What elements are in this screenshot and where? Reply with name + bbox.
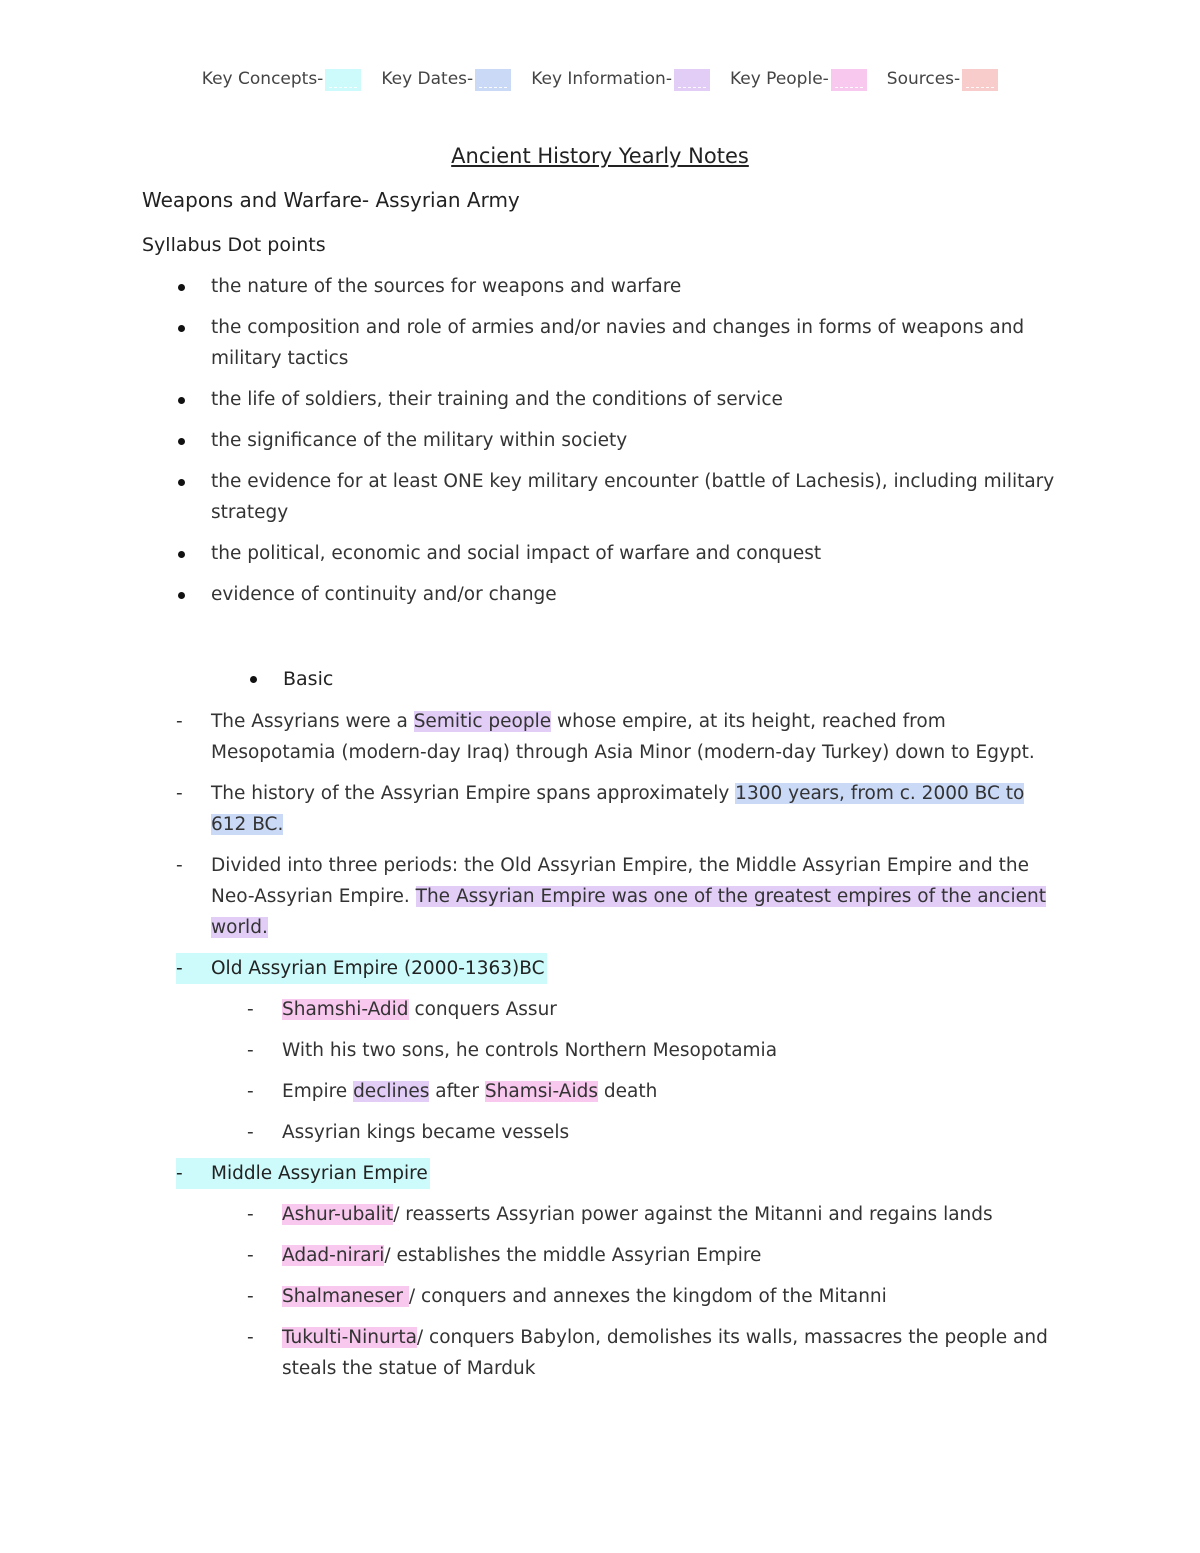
key-person-highlight: Shalmaneser xyxy=(282,1286,409,1307)
notes-list xyxy=(0,706,1200,1394)
key-information-highlight: Semitic people xyxy=(413,711,552,732)
dash-marker: - xyxy=(247,999,254,1020)
key-concept-highlight xyxy=(176,1158,430,1189)
key-person-highlight: Shamsi-Aids xyxy=(484,1081,598,1102)
note-item xyxy=(0,1281,1062,1312)
note-text: conquers Assur xyxy=(408,999,557,1020)
period-label: Old Assyrian Empire (2000-1363)BC xyxy=(211,958,545,979)
legend-key-dates xyxy=(381,68,511,90)
legend-key-people xyxy=(730,68,867,90)
note-text: / reasserts Assyrian power against the Mitanni and regains lands xyxy=(393,1204,993,1225)
note-text: With his two sons, he controls Northern Mesopotamia xyxy=(282,1040,778,1061)
dash-marker: - xyxy=(247,1122,254,1143)
legend-swatch xyxy=(674,69,710,91)
list-item xyxy=(0,312,1061,374)
note-item xyxy=(0,706,1061,768)
basic-label: Basic xyxy=(283,668,334,690)
legend-key-concepts xyxy=(202,68,362,90)
period-label: Middle Assyrian Empire xyxy=(211,1163,428,1184)
list-item-text: the political, economic and social impact of warfare and conquest xyxy=(211,543,822,564)
key-date-highlight: 1300 years, from c. 2000 BC to 612 BC. xyxy=(211,783,1025,835)
note-text: Empire xyxy=(282,1081,354,1102)
note-text: / establishes the middle Assyrian Empire xyxy=(384,1245,762,1266)
middle-assyrian-period xyxy=(0,1158,1200,1189)
list-item-text: evidence of continuity and/or change xyxy=(211,584,557,605)
note-text: / conquers Babylon, demolishes its walls, massacres the people and steals the statue of Marduk xyxy=(282,1327,1048,1379)
note-text: Assyrian kings became vessels xyxy=(282,1122,570,1143)
note-item xyxy=(0,1322,1062,1384)
legend-swatch xyxy=(475,69,511,91)
bullet-icon xyxy=(178,284,185,291)
bullet-icon xyxy=(178,438,185,445)
dash-marker: - xyxy=(176,958,183,979)
note-item xyxy=(0,1076,1062,1107)
bullet-icon xyxy=(178,479,185,486)
legend-label: Key Information- xyxy=(531,69,672,89)
bullet-icon xyxy=(178,551,185,558)
list-item-text: the significance of the military within society xyxy=(211,430,628,451)
note-text: / conquers and annexes the kingdom of the Mitanni xyxy=(408,1286,887,1307)
bullet-icon xyxy=(178,325,185,332)
syllabus-heading: Syllabus Dot points xyxy=(142,234,326,256)
note-text: whose empire, at its height, reached from Mesopotamia (modern-day Iraq) through Asia Minor (modern-day Turkey) down to Egypt. xyxy=(211,711,1035,763)
key-person-highlight: Shamshi-Adid xyxy=(282,999,409,1020)
dash-marker: - xyxy=(247,1081,254,1102)
list-item-text: the nature of the sources for weapons and warfare xyxy=(211,276,682,297)
list-item xyxy=(0,538,1061,569)
dash-marker: - xyxy=(176,783,183,804)
key-concept-highlight xyxy=(176,953,547,984)
syllabus-list xyxy=(0,271,1200,620)
list-item xyxy=(0,271,1061,302)
note-item xyxy=(0,850,1061,943)
note-item xyxy=(0,1117,1062,1148)
dash-marker: - xyxy=(176,1163,183,1184)
dash-marker: - xyxy=(176,855,183,876)
note-text: The Assyrians were a xyxy=(211,711,414,732)
key-person-highlight: Tukulti-Ninurta xyxy=(282,1327,417,1348)
highlight-legend xyxy=(0,68,1200,90)
dash-marker: - xyxy=(247,1327,254,1348)
list-item-text: the evidence for at least ONE key military encounter (battle of Lachesis), including military strategy xyxy=(211,471,1055,523)
list-item-text: the composition and role of armies and/or navies and changes in forms of weapons and military tactics xyxy=(211,317,1025,369)
bullet-icon xyxy=(250,676,257,683)
list-item-text: the life of soldiers, their training and the conditions of service xyxy=(211,389,783,410)
old-assyrian-period xyxy=(0,953,1200,984)
legend-key-information xyxy=(531,68,710,90)
bullet-icon xyxy=(178,592,185,599)
legend-swatch xyxy=(831,69,867,91)
note-item xyxy=(0,994,1062,1025)
key-person-highlight: Ashur-ubalit xyxy=(282,1204,394,1225)
legend-label: Key People- xyxy=(729,69,829,89)
dash-marker: - xyxy=(247,1286,254,1307)
legend-label: Sources- xyxy=(886,69,961,89)
legend-sources xyxy=(887,68,998,90)
dash-marker: - xyxy=(247,1245,254,1266)
key-person-highlight: Adad-nirari xyxy=(282,1245,385,1266)
section-heading: Weapons and Warfare- Assyrian Army xyxy=(142,188,520,212)
note-item xyxy=(0,1199,1062,1230)
dash-marker: - xyxy=(247,1204,254,1225)
legend-label: Key Dates- xyxy=(381,69,474,89)
list-item xyxy=(0,466,1061,528)
legend-swatch xyxy=(962,69,998,91)
note-item xyxy=(0,778,1061,840)
key-information-highlight: declines xyxy=(353,1081,430,1102)
note-text: after xyxy=(429,1081,485,1102)
note-item xyxy=(0,1035,1062,1066)
note-text: death xyxy=(597,1081,658,1102)
key-information-highlight: The Assyrian Empire was one of the greatest empires of the ancient world. xyxy=(211,886,1046,938)
note-text: The history of the Assyrian Empire spans approximately xyxy=(211,783,736,804)
list-item xyxy=(0,579,1061,610)
legend-swatch xyxy=(325,69,361,91)
document-title: Ancient History Yearly Notes xyxy=(451,144,749,168)
note-item xyxy=(0,1240,1062,1271)
list-item xyxy=(0,425,1061,456)
dash-marker: - xyxy=(176,711,183,732)
legend-label: Key Concepts- xyxy=(201,69,324,89)
list-item xyxy=(0,384,1061,415)
dash-marker: - xyxy=(247,1040,254,1061)
note-text: Divided into three periods: the Old Assyrian Empire, the Middle Assyrian Empire and the Neo-Assyrian Empire. xyxy=(211,855,1030,907)
bullet-icon xyxy=(178,397,185,404)
